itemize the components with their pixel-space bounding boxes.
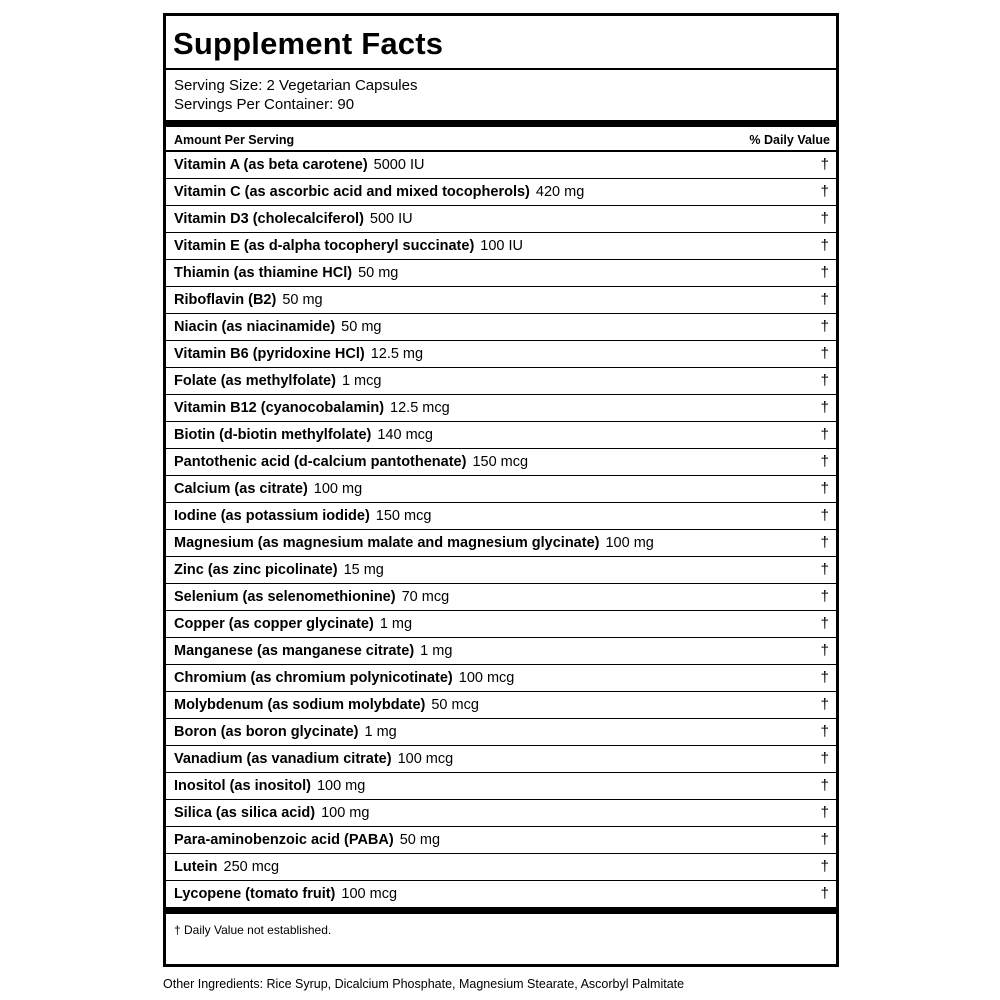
nutrient-name bbox=[174, 152, 424, 178]
nutrient-name bbox=[174, 611, 412, 637]
thick-divider-top bbox=[166, 120, 836, 127]
title-divider bbox=[166, 68, 836, 70]
nutrient-row bbox=[166, 638, 836, 665]
nutrient-amount: 12.5 mg bbox=[370, 346, 424, 362]
nutrient-name-text: Silica (as silica acid) bbox=[174, 805, 316, 821]
nutrient-daily-value: † bbox=[820, 426, 829, 443]
amount-header-row bbox=[174, 132, 830, 148]
nutrient-row bbox=[166, 692, 836, 719]
nutrient-name-text: Iodine (as potassium iodide) bbox=[174, 508, 370, 524]
nutrient-amount: 50 mg bbox=[341, 319, 382, 335]
nutrient-name-text: Selenium (as selenomethionine) bbox=[174, 589, 396, 605]
nutrient-name-text: Pantothenic acid (d-calcium pantothenate) bbox=[174, 454, 467, 470]
nutrient-daily-value: † bbox=[820, 858, 829, 875]
nutrient-row bbox=[166, 395, 836, 422]
nutrient-name bbox=[174, 530, 654, 556]
nutrient-daily-value: † bbox=[820, 399, 829, 416]
nutrient-daily-value: † bbox=[820, 561, 829, 578]
nutrient-name bbox=[174, 692, 479, 718]
nutrient-daily-value: † bbox=[820, 291, 829, 308]
nutrient-daily-value: † bbox=[820, 372, 829, 389]
nutrient-amount: 100 mg bbox=[321, 805, 370, 821]
serving-size: Serving Size: 2 Vegetarian Capsules bbox=[174, 77, 418, 94]
nutrient-row bbox=[166, 260, 836, 287]
nutrient-daily-value: † bbox=[820, 345, 829, 362]
nutrient-amount: 250 mcg bbox=[223, 859, 280, 875]
nutrient-name bbox=[174, 746, 453, 772]
supplement-facts-panel bbox=[163, 13, 839, 967]
nutrient-name bbox=[174, 719, 397, 745]
nutrient-amount: 50 mg bbox=[282, 292, 323, 308]
nutrient-name bbox=[174, 449, 528, 475]
nutrient-daily-value: † bbox=[820, 669, 829, 686]
nutrient-amount: 100 IU bbox=[480, 238, 524, 254]
nutrient-name bbox=[174, 773, 365, 799]
label-title: Supplement Facts bbox=[173, 26, 444, 61]
nutrient-name-text: Riboflavin (B2) bbox=[174, 292, 277, 308]
nutrient-amount: 150 mcg bbox=[375, 508, 432, 524]
nutrient-name-text: Vitamin A (as beta carotene) bbox=[174, 157, 368, 173]
nutrient-name-text: Chromium (as chromium polynicotinate) bbox=[174, 670, 453, 686]
nutrient-amount: 1 mg bbox=[379, 616, 413, 632]
nutrient-name bbox=[174, 476, 362, 502]
nutrient-name bbox=[174, 800, 369, 826]
nutrient-name-text: Biotin (d-biotin methylfolate) bbox=[174, 427, 372, 443]
nutrient-name bbox=[174, 314, 381, 340]
nutrient-amount: 150 mcg bbox=[472, 454, 529, 470]
nutrient-name bbox=[174, 422, 433, 448]
nutrient-daily-value: † bbox=[820, 777, 829, 794]
nutrient-daily-value: † bbox=[820, 642, 829, 659]
nutrient-daily-value: † bbox=[820, 615, 829, 632]
nutrient-name-text: Niacin (as niacinamide) bbox=[174, 319, 336, 335]
nutrient-name bbox=[174, 503, 431, 529]
nutrient-name bbox=[174, 881, 397, 907]
nutrient-name bbox=[174, 557, 384, 583]
nutrient-name bbox=[174, 179, 584, 205]
nutrient-name-text: Magnesium (as magnesium malate and magnesium glycinate) bbox=[174, 535, 600, 551]
nutrient-row bbox=[166, 746, 836, 773]
nutrient-daily-value: † bbox=[820, 237, 829, 254]
nutrient-row bbox=[166, 827, 836, 854]
nutrient-name-text: Folate (as methylfolate) bbox=[174, 373, 336, 389]
nutrient-name bbox=[174, 584, 449, 610]
nutrient-row bbox=[166, 152, 836, 179]
nutrient-amount: 5000 IU bbox=[373, 157, 425, 173]
nutrient-amount: 420 mg bbox=[535, 184, 585, 200]
nutrient-daily-value: † bbox=[820, 750, 829, 767]
nutrient-name-text: Vitamin D3 (cholecalciferol) bbox=[174, 211, 364, 227]
other-ingredients: Other Ingredients: Rice Syrup, Dicalcium Phosphate, Magnesium Stearate, Ascorbyl Palmitate bbox=[163, 977, 685, 991]
nutrient-row bbox=[166, 368, 836, 395]
daily-value-header: % Daily Value bbox=[749, 133, 830, 147]
amount-per-serving-header: Amount Per Serving bbox=[174, 133, 295, 147]
nutrient-daily-value: † bbox=[820, 183, 829, 200]
nutrient-name-text: Calcium (as citrate) bbox=[174, 481, 308, 497]
nutrient-name-text: Vitamin C (as ascorbic acid and mixed tocopherols) bbox=[174, 184, 530, 200]
nutrient-amount: 100 mcg bbox=[341, 886, 398, 902]
nutrient-name-text: Vitamin E (as d-alpha tocopheryl succinate) bbox=[174, 238, 475, 254]
nutrient-row bbox=[166, 476, 836, 503]
nutrient-name-text: Boron (as boron glycinate) bbox=[174, 724, 359, 740]
nutrient-name-text: Inositol (as inositol) bbox=[174, 778, 311, 794]
nutrient-name bbox=[174, 368, 381, 394]
nutrient-row bbox=[166, 611, 836, 638]
daily-value-footnote: † Daily Value not established. bbox=[174, 923, 332, 937]
nutrient-name bbox=[174, 260, 398, 286]
nutrient-row bbox=[166, 773, 836, 800]
nutrient-daily-value: † bbox=[820, 156, 829, 173]
nutrient-amount: 100 mg bbox=[313, 481, 363, 497]
nutrient-amount: 100 mcg bbox=[458, 670, 515, 686]
nutrient-name bbox=[174, 854, 279, 880]
nutrient-name bbox=[174, 287, 323, 313]
nutrient-amount: 500 IU bbox=[369, 211, 413, 227]
nutrient-amount: 50 mg bbox=[399, 832, 441, 848]
nutrient-name bbox=[174, 341, 423, 367]
nutrient-row bbox=[166, 314, 836, 341]
nutrient-daily-value: † bbox=[820, 534, 829, 551]
nutrient-row bbox=[166, 557, 836, 584]
nutrient-row bbox=[166, 233, 836, 260]
servings-per-container: Servings Per Container: 90 bbox=[174, 96, 355, 113]
nutrient-row bbox=[166, 341, 836, 368]
nutrient-name-text: Manganese (as manganese citrate) bbox=[174, 643, 415, 659]
nutrient-row bbox=[166, 530, 836, 557]
nutrient-name-text: Molybdenum (as sodium molybdate) bbox=[174, 697, 426, 713]
nutrient-name-text: Lycopene (tomato fruit) bbox=[174, 886, 336, 902]
nutrient-daily-value: † bbox=[820, 453, 829, 470]
nutrient-name-text: Zinc (as zinc picolinate) bbox=[174, 562, 338, 578]
nutrient-name-text: Vitamin B12 (cyanocobalamin) bbox=[174, 400, 385, 416]
nutrient-name bbox=[174, 206, 413, 232]
nutrient-row bbox=[166, 881, 836, 908]
nutrient-name-text: Thiamin (as thiamine HCl) bbox=[174, 265, 353, 281]
nutrient-amount: 140 mcg bbox=[377, 427, 433, 443]
nutrient-daily-value: † bbox=[820, 480, 829, 497]
nutrient-daily-value: † bbox=[820, 696, 829, 713]
nutrient-name bbox=[174, 827, 440, 853]
nutrient-amount: 1 mg bbox=[364, 724, 397, 740]
nutrient-row bbox=[166, 449, 836, 476]
nutrient-daily-value: † bbox=[820, 318, 829, 335]
nutrient-name-text: Vitamin B6 (pyridoxine HCl) bbox=[174, 346, 365, 362]
nutrient-name-text: Copper (as copper glycinate) bbox=[174, 616, 374, 632]
nutrient-daily-value: † bbox=[820, 831, 829, 848]
nutrient-amount: 100 mcg bbox=[397, 751, 454, 767]
nutrient-row bbox=[166, 800, 836, 827]
nutrient-amount: 50 mcg bbox=[431, 697, 479, 713]
nutrient-name bbox=[174, 638, 452, 664]
nutrient-name bbox=[174, 665, 514, 691]
nutrient-row bbox=[166, 422, 836, 449]
nutrient-name bbox=[174, 233, 523, 259]
nutrient-amount: 1 mcg bbox=[341, 373, 382, 389]
nutrient-daily-value: † bbox=[820, 723, 829, 740]
nutrient-amount: 12.5 mcg bbox=[390, 400, 450, 416]
nutrient-row bbox=[166, 719, 836, 746]
nutrient-daily-value: † bbox=[820, 588, 829, 605]
nutrient-amount: 1 mg bbox=[420, 643, 453, 659]
nutrient-daily-value: † bbox=[820, 885, 829, 902]
nutrient-name-text: Lutein bbox=[174, 859, 218, 875]
nutrient-amount: 70 mcg bbox=[401, 589, 450, 605]
nutrient-name-text: Vanadium (as vanadium citrate) bbox=[174, 751, 392, 767]
nutrient-amount: 100 mg bbox=[316, 778, 366, 794]
nutrient-amount: 100 mg bbox=[605, 535, 654, 551]
nutrient-row bbox=[166, 503, 836, 530]
nutrient-amount: 50 mg bbox=[358, 265, 399, 281]
nutrient-name-text: Para-aminobenzoic acid (PABA) bbox=[174, 832, 394, 848]
nutrient-list bbox=[166, 152, 836, 908]
nutrient-row bbox=[166, 665, 836, 692]
nutrient-row bbox=[166, 179, 836, 206]
nutrient-amount: 15 mg bbox=[343, 562, 384, 578]
nutrient-daily-value: † bbox=[820, 507, 829, 524]
nutrient-name bbox=[174, 395, 450, 421]
nutrient-daily-value: † bbox=[820, 264, 829, 281]
nutrient-daily-value: † bbox=[820, 210, 829, 227]
nutrient-row bbox=[166, 206, 836, 233]
nutrient-row bbox=[166, 584, 836, 611]
thick-divider-bottom bbox=[166, 907, 836, 914]
nutrient-row bbox=[166, 287, 836, 314]
nutrient-daily-value: † bbox=[820, 804, 829, 821]
nutrient-row bbox=[166, 854, 836, 881]
